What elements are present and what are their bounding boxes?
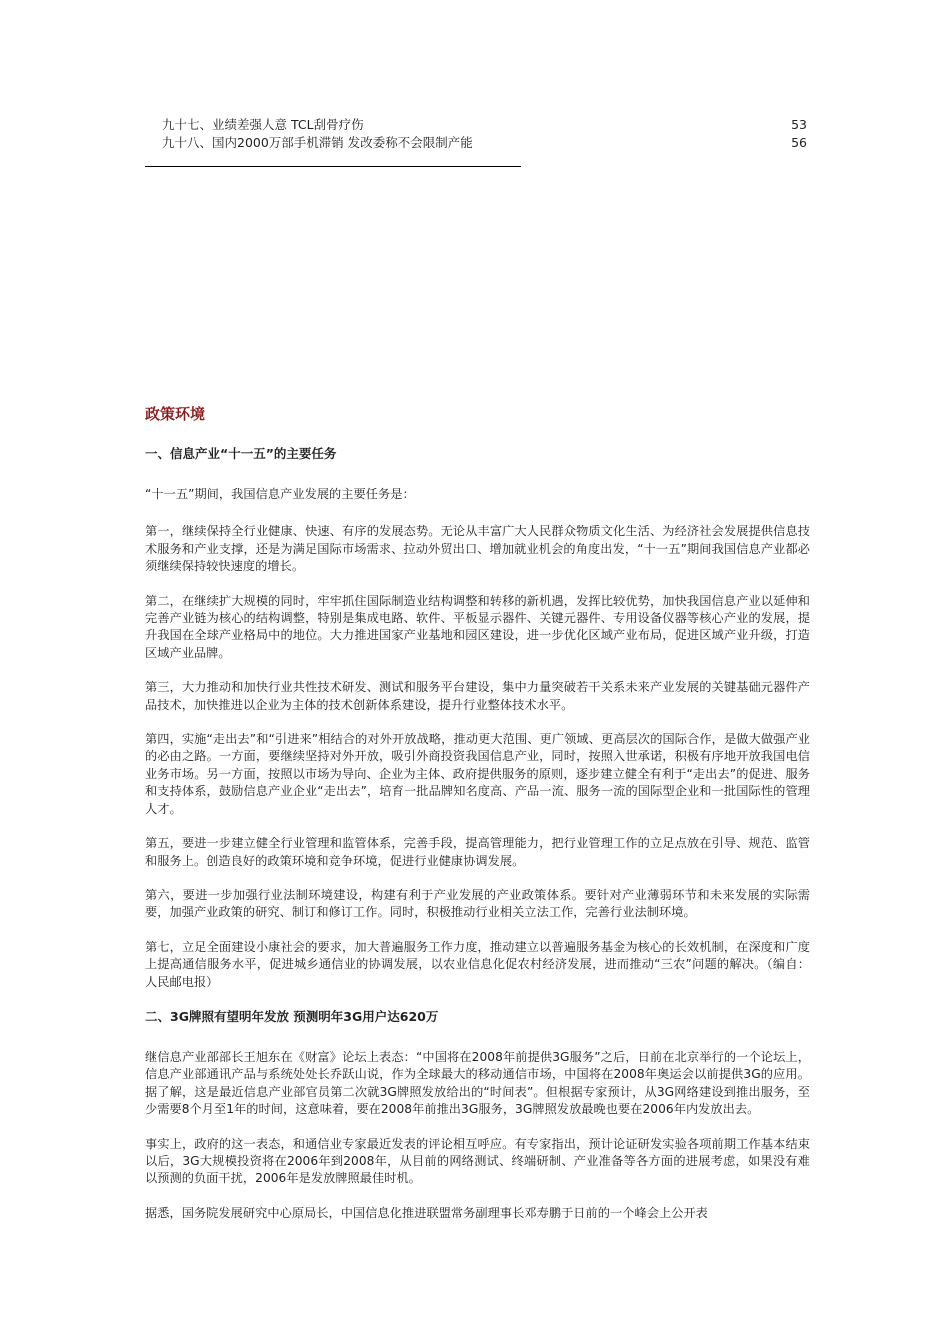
paragraph: 第七，立足全面建设小康社会的要求，加大普遍服务工作力度，推动建立以普遍服务基金为核心的长效机制，在深度和广度上提高通信服务水平，促进城乡通信业的协调发展，以农业信息化促农村经济发展，进而推动“三农”问题的解决。（编自：人民邮电报） <box>145 939 810 989</box>
toc-entry-page: 53 <box>791 117 807 132</box>
table-of-contents <box>162 116 807 152</box>
toc-entry[interactable] <box>162 134 807 152</box>
heading-2: 二、3G牌照有望明年发放 预测明年3G用户达620万 <box>145 1008 439 1024</box>
toc-entry[interactable] <box>162 116 807 134</box>
paragraph: 第六，要进一步加强行业法制环境建设，构建有利于产业发展的产业政策体系。要针对产业薄弱环节和未来发展的实际需要，加强产业政策的研究、制订和修订工作。同时，积极推动行业相关立法工作，完善行业法制环境。 <box>145 887 810 920</box>
section-title: 政策环境 <box>145 405 206 423</box>
toc-entry-title: 九十七、业绩差强人意 TCL刮骨疗伤 <box>162 117 364 132</box>
toc-entry-page: 56 <box>791 135 807 150</box>
paragraph: 第五，要进一步建立健全行业管理和监管体系，完善手段，提高管理能力，把行业管理工作的立足点放在引导、规范、监管和服务上。创造良好的政策环境和竞争环境，促进行业健康协调发展。 <box>145 836 810 868</box>
paragraph: 据悉，国务院发展研究中心原局长，中国信息化推进联盟常务副理事长邓寿鹏于日前的一个峰会上公开表 <box>145 1205 708 1220</box>
paragraph: 继信息产业部部长王旭东在《财富》论坛上表态：“中国将在2008年前提供3G服务”之后，日前在北京举行的一个论坛上，信息产业部通讯产品与系统处处长乔跃山说，作为全球最大的移动通信市场，中国将在2008年奥运会以前提供3G的应用。据了解，这是最近信息产业部官员第二次就3G牌照发放给出的“时间表”。但根据专家预计，从3G网络建设到推出服务，至少需要8个月至1年的时间，这意味着，要在2008年前推出3G服务，3G牌照发放最晚也要在2006年内发放出去。 <box>145 1049 810 1117</box>
paragraph: 第四，实施“走出去”和“引进来”相结合的对外开放战略，推动更大范围、更广领域、更高层次的国际合作，是做大做强产业的必由之路。一方面，要继续坚持对外开放，吸引外商投资我国信息产业，同时，按照入世承诺，积极有序地开放我国电信业务市场。另一方面，按照以市场为导向、企业为主体、政府提供服务的原则，逐步建立健全有利于“走出去”的促进、服务和支持体系，鼓励信息产业企业“走出去”，培育一批品牌知名度高、产品一流、服务一流的国际型企业和一批国际性的管理人才。 <box>145 732 810 816</box>
toc-divider <box>145 166 521 167</box>
document-body <box>145 404 810 1239</box>
paragraph: 事实上，政府的这一表态，和通信业专家最近发表的评论相互呼应。有专家指出，预计论证研发实验各项前期工作基本结束以后，3G大规模投资将在2006年到2008年，从目前的网络测试、终端研制、产业准备等各方面的进展考虑，如果没有难以预测的负面干扰，2006年是发放牌照最佳时机。 <box>145 1136 810 1186</box>
paragraph: “十一五”期间，我国信息产业发展的主要任务是： <box>145 487 415 501</box>
heading-1: 一、信息产业“十一五”的主要任务 <box>145 446 337 461</box>
toc-entry-title: 九十八、国内2000万部手机滞销 发改委称不会限制产能 <box>162 135 473 150</box>
paragraph: 第二，在继续扩大规模的同时，牢牢抓住国际制造业结构调整和转移的新机遇，发挥比较优势，加快我国信息产业以延伸和完善产业链为核心的结构调整，特别是集成电路、软件、平板显示器件、关键元器件、专用设备仪器等核心产业的发展，提升我国在全球产业格局中的地位。大力推进国家产业基地和园区建设，进一步优化区域产业布局，促进区域产业升级，打造区域产业品牌。 <box>145 593 810 660</box>
paragraph: 第一，继续保持全行业健康、快速、有序的发展态势。无论从丰富广大人民群众物质文化生活、为经济社会发展提供信息技术服务和产业支撑，还是为满足国际市场需求、拉动外贸出口、增加就业机会的角度出发，“十一五”期间我国信息产业都必须继续保持较快速度的增长。 <box>145 524 810 574</box>
paragraph: 第三，大力推动和加快行业共性技术研发、测试和服务平台建设，集中力量突破若干关系未来产业发展的关键基础元器件产品技术，加快推进以企业为主体的技术创新体系建设，提升行业整体技术水平。 <box>145 680 810 712</box>
